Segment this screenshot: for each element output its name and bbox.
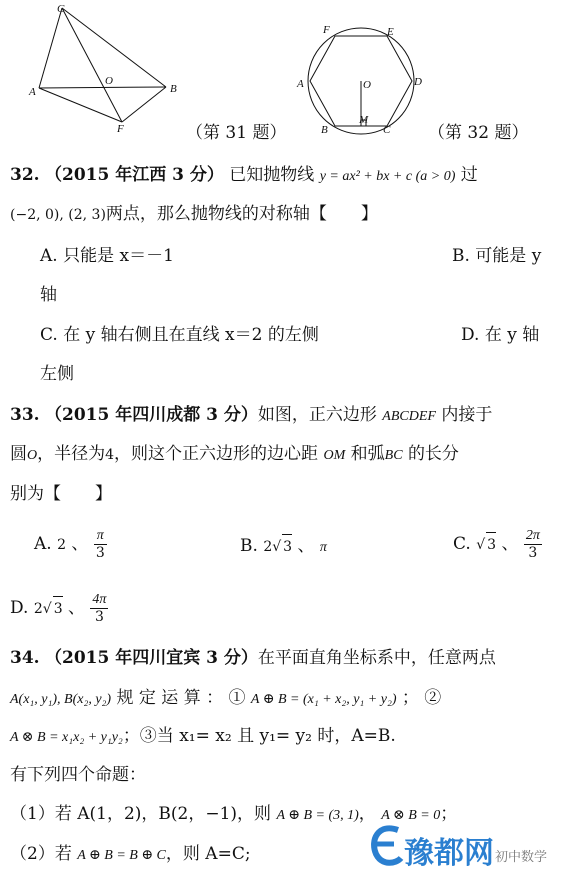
q33-text1: 如图，正六边形 [257, 405, 377, 425]
q34-line2 [10, 686, 441, 712]
q33-option-d-sep: 、 [68, 598, 86, 618]
q33-option-d-label: D. [10, 598, 29, 618]
q33-option-b: B. 2√ 3 、 π [240, 534, 327, 560]
fig31-label-c: C [57, 3, 65, 15]
q34-line3-b: ；③当 x₁= x₂ 且 y₁= y₂ 时，A=B. [122, 726, 396, 746]
q33-option-a-fraction: $\frac{\pi}{3}$ [95, 528, 105, 561]
q33-option-a-label: A. [34, 534, 52, 554]
q33-line2-a: 圆 [10, 444, 27, 464]
fig32-label-f: F [323, 24, 330, 36]
q34-item2-a: （2）若 [10, 844, 72, 864]
q32-text3: 两点，那么抛物线的对称轴【 】 [105, 204, 378, 224]
q33-line2 [10, 442, 459, 468]
q33-line2-b: ，半径为 [37, 444, 106, 464]
q32-option-d-cont: 左侧 [40, 364, 74, 384]
q34-item2-b: A ⊕ B = B ⊕ C [77, 848, 166, 863]
q34-line3 [10, 724, 396, 750]
q34-line4: 有下列四个命题： [10, 765, 146, 785]
q33-option-b-pi: π [319, 540, 327, 555]
q33-option-b-coef: 2 [263, 539, 273, 555]
q33-option-a [34, 528, 107, 561]
q33-line1 [10, 403, 492, 429]
fig32-caption: （第 32 题） [428, 123, 529, 143]
q33-option-c-fraction: $\frac{2\pi}{3}$ [525, 528, 540, 561]
q33-line3: 别为【 】 [10, 484, 112, 504]
q34-item2 [10, 842, 251, 868]
q34-item1-b: A ⊕ B = (3, 1) [276, 808, 359, 823]
q34-text1: 在平面直角坐标系中，任意两点 [257, 648, 496, 668]
q33-option-a-sep: 、 [71, 534, 89, 554]
watermark-logo [368, 818, 404, 872]
q33-option-a-value: 2 [57, 537, 67, 553]
q32-formula: y = ax² + bx + c (a > 0) [319, 169, 456, 184]
fig32-label-c: C [383, 124, 391, 136]
fig31-label-f: F [117, 123, 124, 135]
q33-polygon: ABCDEF [382, 409, 436, 424]
q33-radius: 4 [105, 447, 115, 463]
q33-option-b-label: B. [240, 536, 258, 556]
q33-option-b-sep: 、 [297, 536, 315, 556]
q32-option-b: B. 可能是 y [452, 246, 542, 266]
q33-option-d-fraction: $\frac{4\pi}{3}$ [92, 592, 107, 625]
fig32-label-d: D [414, 76, 422, 88]
q34-number: 34. [10, 648, 40, 668]
q33-om: OM [323, 448, 346, 463]
watermark-brand: 豫都网 [404, 836, 494, 871]
q33-option-c-sep: 、 [501, 534, 519, 554]
q34-item1-a: （1）若 A(1，2)，B(2，−1)，则 [10, 804, 272, 824]
q33-number: 33. [10, 405, 40, 425]
q34-line2-c: A ⊕ B = (x₁ + x₂, y₁ + y₂) [250, 692, 397, 707]
q34-line2-b: 规 定 运 算 ： ① [116, 688, 246, 708]
q33-option-d-radicand: 3 [53, 596, 63, 621]
q33-option-b-radicand: 3 [282, 534, 292, 559]
q32-number: 32. [10, 165, 40, 185]
q32-option-c: C. 在 y 轴右侧且在直线 x＝2 的左侧 [40, 325, 319, 345]
figure-32 [292, 15, 428, 139]
q34-line2-a: A(x₁, y₁), B(x₂, y₂) [10, 692, 112, 707]
q33-option-c-label: C. [453, 534, 471, 554]
fig31-label-b: B [170, 83, 177, 95]
fig32-label-a: A [297, 78, 304, 90]
fig32-label-b: B [321, 124, 328, 136]
q33-option-d-coef: 2 [33, 601, 43, 617]
q32-source: （2015 年江西 3 分） [44, 165, 224, 185]
fig32-label-m: M [359, 114, 369, 126]
q33-line2-c: ，则这个正六边形的边心距 [114, 444, 319, 464]
q32-line1 [10, 163, 478, 189]
q34-item1-d: A ⊗ B = 0 [381, 808, 441, 823]
q32-text2: 过 [460, 165, 478, 185]
q33-option-c-radicand: 3 [486, 532, 496, 557]
q34-line1 [10, 646, 496, 670]
watermark-e-icon [368, 818, 404, 868]
q33-text2: 内接于 [441, 405, 493, 425]
fig32-label-o: O [363, 79, 371, 91]
q34-item2-c: ，则 A=C; [165, 844, 251, 864]
figure-31 [25, 0, 185, 135]
q32-option-b-cont: 轴 [40, 285, 57, 305]
fig31-label-o: O [105, 75, 113, 87]
q34-item1-e: ； [440, 804, 458, 824]
q34-item1-c: ， [358, 804, 376, 824]
fig31-caption: （第 31 题） [186, 123, 287, 143]
q32-line2 [10, 202, 378, 227]
q33-circle: O [27, 448, 38, 463]
q34-line3-a: A ⊗ B = x₁x₂ + y₁y₂ [10, 730, 123, 745]
watermark-sub: 初中数学 [495, 850, 548, 865]
fig31-label-a: A [29, 86, 36, 98]
q33-line2-d: 和弧 [350, 444, 385, 464]
fig32-label-e: E [387, 26, 394, 38]
q33-line2-e: 的长分 [407, 444, 459, 464]
q33-bc: BC [384, 448, 403, 463]
q33-option-c: C. √ 3 、 $\frac{2\pi}{3}$ [453, 528, 540, 561]
q34-source: （2015 年四川宜宾 3 分） [44, 648, 258, 668]
q33-option-d: D. 2√ 3 、 $\frac{4\pi}{3}$ [10, 592, 107, 625]
q33-source: （2015 年四川成都 3 分） [44, 405, 258, 425]
q32-option-a: A. 只能是 x＝－1 [40, 246, 174, 266]
q32-option-d: D. 在 y 轴 [461, 325, 540, 345]
q32-points: (−2, 0), (2, 3) [10, 207, 106, 223]
q34-line2-d: ； ② [401, 688, 442, 708]
q32-text1: 已知抛物线 [229, 165, 315, 185]
